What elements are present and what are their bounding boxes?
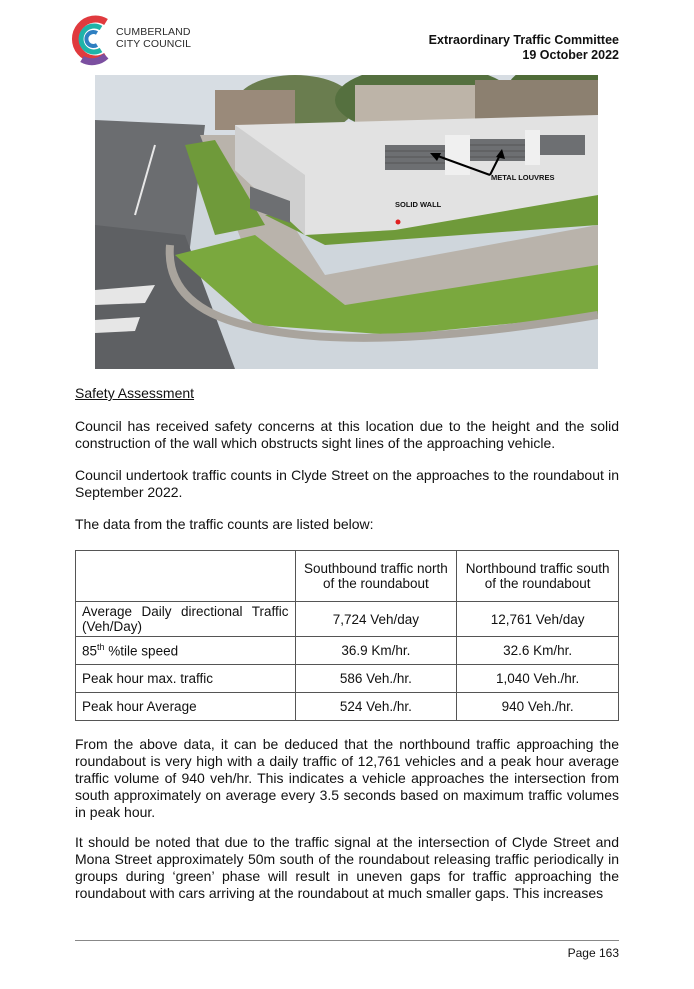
committee-name: Extraordinary Traffic Committee — [428, 33, 619, 47]
annotation-metal-louvres: METAL LOUVRES — [491, 173, 555, 182]
table-header-northbound: Northbound traffic south of the roundabout — [457, 551, 619, 602]
speed-percentile-suffix: th — [97, 642, 105, 653]
table-row — [76, 637, 619, 665]
council-logo — [68, 12, 198, 68]
table-row-label: Peak hour max. traffic — [76, 665, 296, 693]
page-number: Page 163 — [567, 946, 619, 960]
table-row-label — [76, 637, 296, 665]
paragraph-signal-note: It should be noted that due to the traffic signal at the intersection of Clyde Street and Mona Street approximately 50m south of the roundabout releasing traffic periodically in groups during ‘green’ phase will result in uneven gaps for traffic approaching the roundabout with cars arriving at the roundabout at much smaller gaps. This increases — [75, 834, 619, 901]
traffic-count-table — [75, 550, 619, 721]
logo-line-1: CUMBERLAND — [116, 26, 191, 38]
site-photo — [95, 75, 598, 369]
table-row-label: Peak hour Average — [76, 693, 296, 721]
council-logo-mark — [68, 12, 114, 66]
table-row-label: Average Daily directional Traffic (Veh/Day) — [76, 602, 296, 637]
table-cell-southbound: 36.9 Km/hr. — [295, 637, 457, 665]
paragraph-analysis: From the above data, it can be deduced that the northbound traffic approaching the roundabout is very high with a daily traffic of 12,761 vehicles and a peak hour average traffic volume of 940 veh/hr. This indicates a vehicle approaches the intersection from south approximately on average every 3.5 seconds based on maximum traffic volumes in peak hour. — [75, 736, 619, 820]
council-logo-text — [116, 26, 191, 50]
table-row — [76, 602, 619, 637]
table-cell-southbound: 524 Veh./hr. — [295, 693, 457, 721]
paragraph-data-intro: The data from the traffic counts are listed below: — [75, 516, 374, 532]
table-cell-southbound: 7,724 Veh/day — [295, 602, 457, 637]
paragraph-safety-concerns: Council has received safety concerns at this location due to the height and the solid construction of the wall which obstructs sight lines of the approaching vehicle. — [75, 418, 619, 451]
table-header-row — [76, 551, 619, 602]
table-cell-northbound: 12,761 Veh/day — [457, 602, 619, 637]
logo-line-2: CITY COUNCIL — [116, 38, 192, 50]
table-cell-southbound: 586 Veh./hr. — [295, 665, 457, 693]
paragraph-traffic-counts: Council undertook traffic counts in Clyde Street on the approaches to the roundabout in September 2022. — [75, 467, 619, 500]
table-header-cell — [76, 551, 296, 602]
site-photo-illustration — [95, 75, 598, 369]
speed-percentile-text: %tile speed — [104, 643, 179, 659]
section-heading: Safety Assessment — [75, 385, 195, 401]
table-cell-northbound: 1,040 Veh./hr. — [457, 665, 619, 693]
table-row — [76, 665, 619, 693]
table-header-southbound: Southbound traffic north of the roundabout — [295, 551, 457, 602]
table-cell-northbound: 32.6 Km/hr. — [457, 637, 619, 665]
annotation-solid-wall: SOLID WALL — [395, 200, 442, 209]
table-cell-northbound: 940 Veh./hr. — [457, 693, 619, 721]
speed-percentile-number: 85 — [82, 643, 98, 659]
footer-divider — [75, 940, 619, 941]
table-row — [76, 693, 619, 721]
document-header — [429, 33, 619, 63]
meeting-date: 19 October 2022 — [522, 48, 619, 62]
